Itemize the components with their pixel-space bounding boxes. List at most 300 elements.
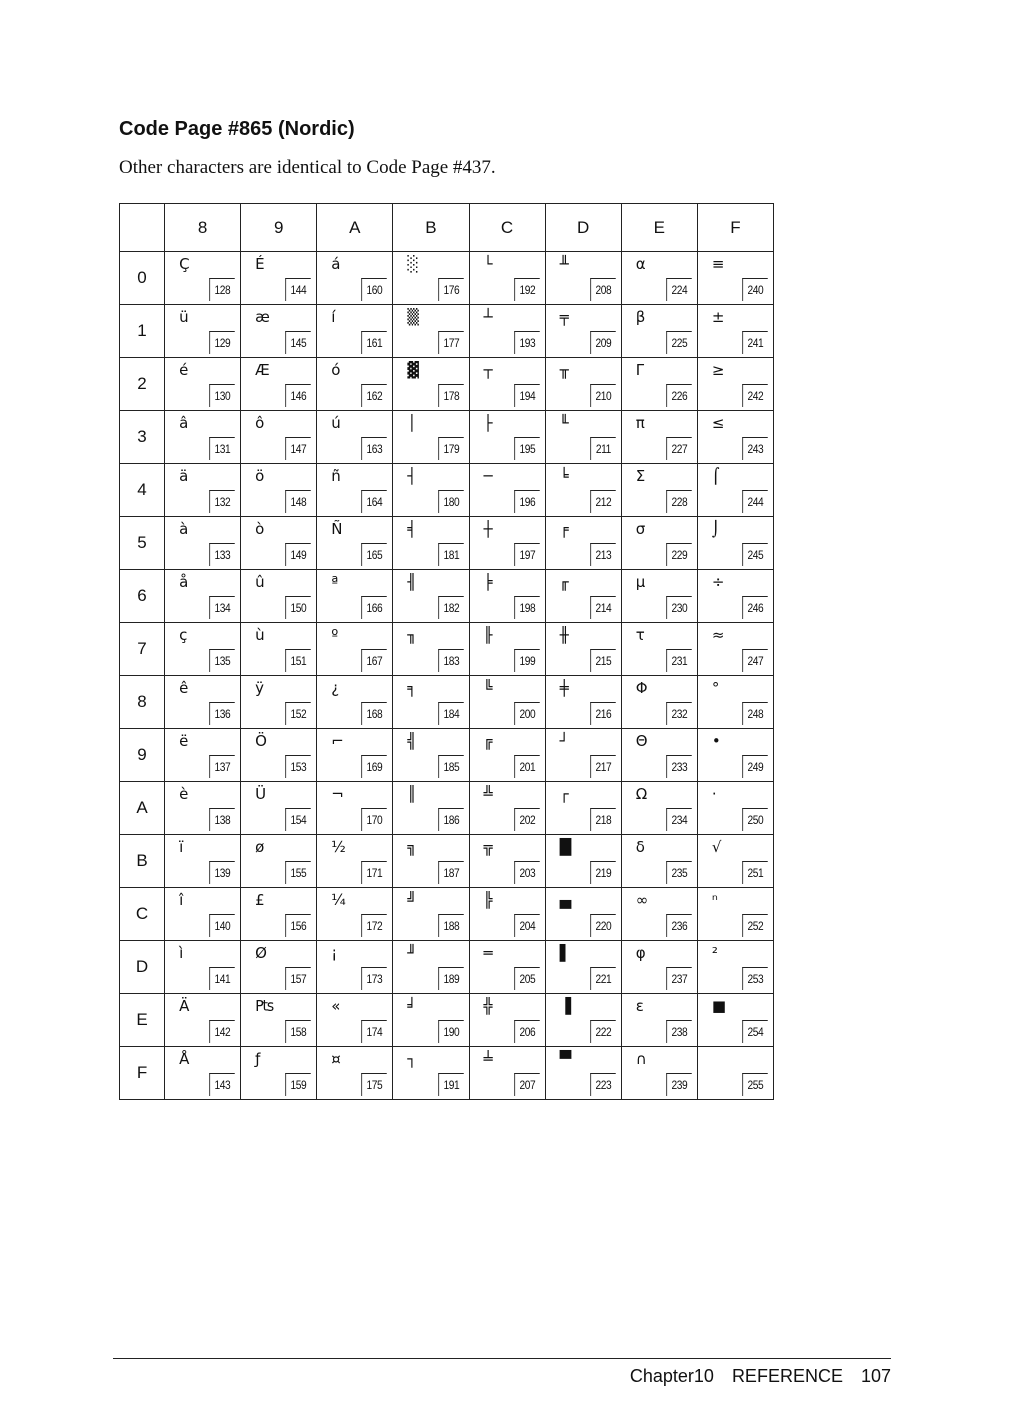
code-table-body — [120, 252, 774, 1100]
table-row — [120, 464, 774, 517]
character-glyph: î — [179, 891, 184, 909]
code-cell — [393, 570, 469, 623]
code-cell — [165, 570, 241, 623]
decimal-code-label: 131 — [209, 437, 235, 460]
decimal-code-label: 176 — [438, 278, 464, 301]
code-cell — [393, 782, 469, 835]
decimal-code-label: 179 — [438, 437, 464, 460]
decimal-code-label: 245 — [742, 543, 768, 566]
decimal-code-label: 255 — [742, 1073, 768, 1096]
code-cell — [697, 835, 773, 888]
decimal-code-label: 185 — [438, 755, 464, 778]
decimal-code-label: 141 — [209, 967, 235, 990]
code-cell — [697, 941, 773, 994]
decimal-code-label: 178 — [438, 384, 464, 407]
code-cell — [621, 358, 697, 411]
column-header: B — [393, 204, 469, 252]
character-glyph: º — [331, 626, 339, 644]
decimal-code-label: 209 — [590, 331, 616, 354]
code-cell — [545, 1047, 621, 1100]
decimal-code-label: 193 — [514, 331, 540, 354]
decimal-code-label: 195 — [514, 437, 540, 460]
decimal-code-label: 226 — [666, 384, 692, 407]
decimal-code-label: 146 — [286, 384, 312, 407]
code-cell — [317, 464, 393, 517]
character-glyph: ü — [179, 308, 189, 326]
decimal-code-label: 147 — [286, 437, 312, 460]
character-glyph: ∞ — [635, 891, 649, 909]
decimal-code-label: 181 — [438, 543, 464, 566]
decimal-code-label: 203 — [514, 861, 540, 884]
code-cell — [545, 252, 621, 305]
code-cell — [241, 623, 317, 676]
code-cell — [621, 1047, 697, 1100]
decimal-code-label: 237 — [666, 967, 692, 990]
character-glyph: · — [711, 785, 717, 803]
decimal-code-label: 136 — [209, 702, 235, 725]
code-cell — [317, 305, 393, 358]
code-cell — [241, 888, 317, 941]
footer-page-number: 107 — [860, 1366, 891, 1386]
character-glyph: Ç — [179, 255, 190, 273]
code-cell — [469, 835, 545, 888]
code-cell — [165, 464, 241, 517]
code-cell — [165, 994, 241, 1047]
code-cell — [241, 517, 317, 570]
code-cell — [469, 464, 545, 517]
footer-rule — [113, 1358, 891, 1359]
character-glyph: ö — [255, 467, 265, 485]
character-glyph: ╥ — [559, 361, 569, 379]
table-row — [120, 676, 774, 729]
code-cell — [697, 994, 773, 1047]
decimal-code-label: 238 — [666, 1020, 692, 1043]
character-glyph: £ — [255, 891, 265, 909]
code-cell — [697, 888, 773, 941]
code-cell — [545, 305, 621, 358]
decimal-code-label: 254 — [742, 1020, 768, 1043]
character-glyph: ╖ — [407, 626, 417, 644]
decimal-code-label: 187 — [438, 861, 464, 884]
character-glyph: ╣ — [407, 732, 417, 750]
decimal-code-label: 214 — [590, 596, 616, 619]
character-glyph: ║ — [407, 785, 417, 803]
decimal-code-label: 253 — [742, 967, 768, 990]
character-glyph: ú — [331, 414, 341, 432]
code-cell — [545, 623, 621, 676]
character-glyph: ∩ — [635, 1050, 647, 1068]
character-glyph: ╠ — [483, 891, 493, 909]
code-cell — [165, 358, 241, 411]
decimal-code-label: 164 — [362, 490, 388, 513]
decimal-code-label: 199 — [514, 649, 540, 672]
decimal-code-label: 212 — [590, 490, 616, 513]
decimal-code-label: 129 — [209, 331, 235, 354]
decimal-code-label: 148 — [286, 490, 312, 513]
character-glyph: é — [179, 361, 189, 379]
code-cell — [697, 623, 773, 676]
row-header: 5 — [120, 517, 165, 570]
decimal-code-label: 247 — [742, 649, 768, 672]
decimal-code-label: 167 — [362, 649, 388, 672]
character-glyph: ╘ — [559, 467, 569, 485]
decimal-code-label: 161 — [362, 331, 388, 354]
character-glyph: Ω — [635, 785, 648, 803]
code-cell — [621, 570, 697, 623]
code-cell — [545, 570, 621, 623]
code-cell — [545, 729, 621, 782]
character-glyph: ÷ — [711, 573, 725, 591]
code-cell — [241, 358, 317, 411]
character-glyph: φ — [635, 944, 646, 962]
character-glyph: ▒ — [407, 308, 419, 326]
decimal-code-label: 241 — [742, 331, 768, 354]
character-glyph: « — [331, 997, 341, 1015]
decimal-code-label: 180 — [438, 490, 464, 513]
code-cell — [621, 517, 697, 570]
footer-section: REFERENCE — [731, 1366, 843, 1386]
character-glyph: └ — [483, 255, 493, 273]
decimal-code-label: 190 — [438, 1020, 464, 1043]
character-glyph: ■ — [711, 997, 727, 1015]
character-glyph: Ö — [255, 732, 267, 750]
character-glyph: â — [179, 414, 189, 432]
decimal-code-label: 143 — [209, 1073, 235, 1096]
code-cell — [697, 1047, 773, 1100]
row-header: 9 — [120, 729, 165, 782]
character-glyph: ╗ — [407, 838, 417, 856]
code-cell — [241, 782, 317, 835]
row-header: B — [120, 835, 165, 888]
column-header: C — [469, 204, 545, 252]
character-glyph: ≡ — [711, 255, 725, 273]
code-cell — [469, 252, 545, 305]
code-cell — [393, 411, 469, 464]
decimal-code-label: 223 — [590, 1073, 616, 1096]
code-cell — [393, 517, 469, 570]
code-cell — [469, 358, 545, 411]
page-heading: Code Page #865 (Nordic) — [119, 118, 355, 140]
decimal-code-label: 219 — [590, 861, 616, 884]
table-row — [120, 517, 774, 570]
decimal-code-label: 138 — [209, 808, 235, 831]
character-glyph: Θ — [635, 732, 648, 750]
character-glyph: ₧ — [255, 997, 275, 1015]
decimal-code-label: 224 — [666, 278, 692, 301]
code-cell — [469, 888, 545, 941]
character-glyph: ╞ — [483, 573, 493, 591]
decimal-code-label: 235 — [666, 861, 692, 884]
decimal-code-label: 155 — [286, 861, 312, 884]
code-cell — [241, 994, 317, 1047]
decimal-code-label: 221 — [590, 967, 616, 990]
decimal-code-label: 153 — [286, 755, 312, 778]
code-cell — [469, 941, 545, 994]
character-glyph: ⌐ — [331, 732, 344, 750]
code-cell — [317, 835, 393, 888]
code-cell — [317, 941, 393, 994]
decimal-code-label: 197 — [514, 543, 540, 566]
code-cell — [545, 411, 621, 464]
character-glyph: É — [255, 255, 265, 273]
decimal-code-label: 162 — [362, 384, 388, 407]
table-row — [120, 623, 774, 676]
code-cell — [393, 1047, 469, 1100]
decimal-code-label: 169 — [362, 755, 388, 778]
code-cell — [241, 729, 317, 782]
character-glyph: ╒ — [559, 520, 569, 538]
character-glyph: ┼ — [483, 520, 493, 538]
code-cell — [393, 358, 469, 411]
character-glyph: ƒ — [255, 1050, 261, 1068]
code-cell — [241, 252, 317, 305]
decimal-code-label: 150 — [286, 596, 312, 619]
character-glyph: ┌ — [559, 785, 569, 803]
character-glyph: Ä — [179, 997, 190, 1015]
code-cell — [393, 305, 469, 358]
character-glyph: ¡ — [331, 944, 338, 962]
character-glyph: ╤ — [559, 308, 569, 326]
character-glyph: ² — [711, 944, 718, 962]
decimal-code-label: 140 — [209, 914, 235, 937]
character-glyph: ╙ — [559, 414, 569, 432]
code-cell — [469, 623, 545, 676]
decimal-code-label: 157 — [286, 967, 312, 990]
code-cell — [241, 464, 317, 517]
decimal-code-label: 145 — [286, 331, 312, 354]
character-glyph: ░ — [407, 255, 419, 273]
decimal-code-label: 216 — [590, 702, 616, 725]
code-cell — [545, 676, 621, 729]
character-glyph: ¤ — [331, 1050, 341, 1068]
column-header: F — [697, 204, 773, 252]
code-cell — [165, 941, 241, 994]
code-cell — [165, 782, 241, 835]
character-glyph: ≈ — [711, 626, 725, 644]
code-cell — [393, 835, 469, 888]
code-cell — [317, 994, 393, 1047]
character-glyph: ├ — [483, 414, 493, 432]
row-header: 4 — [120, 464, 165, 517]
decimal-code-label: 227 — [666, 437, 692, 460]
character-glyph: ª — [331, 573, 339, 591]
character-glyph: δ — [635, 838, 645, 856]
decimal-code-label: 144 — [286, 278, 312, 301]
row-header: 3 — [120, 411, 165, 464]
code-cell — [697, 517, 773, 570]
row-header: C — [120, 888, 165, 941]
decimal-code-label: 159 — [286, 1073, 312, 1096]
code-cell — [545, 994, 621, 1047]
code-cell — [317, 676, 393, 729]
decimal-code-label: 139 — [209, 861, 235, 884]
character-glyph: ╟ — [483, 626, 493, 644]
code-cell — [165, 676, 241, 729]
code-cell — [621, 623, 697, 676]
table-row — [120, 570, 774, 623]
decimal-code-label: 134 — [209, 596, 235, 619]
character-glyph: ┤ — [407, 467, 417, 485]
code-cell — [393, 888, 469, 941]
decimal-code-label: 132 — [209, 490, 235, 513]
character-glyph: ╜ — [407, 944, 417, 962]
code-page-table — [119, 203, 774, 1100]
code-cell — [621, 729, 697, 782]
character-glyph: ó — [331, 361, 341, 379]
decimal-code-label: 234 — [666, 808, 692, 831]
decimal-code-label: 208 — [590, 278, 616, 301]
character-glyph: ▌ — [559, 944, 572, 962]
character-glyph: ¼ — [331, 891, 346, 909]
decimal-code-label: 130 — [209, 384, 235, 407]
character-glyph: ± — [711, 308, 725, 326]
decimal-code-label: 191 — [438, 1073, 464, 1096]
character-glyph: ╚ — [483, 679, 493, 697]
decimal-code-label: 240 — [742, 278, 768, 301]
decimal-code-label: 189 — [438, 967, 464, 990]
character-glyph: ╫ — [559, 626, 569, 644]
decimal-code-label: 173 — [362, 967, 388, 990]
code-cell — [621, 994, 697, 1047]
code-cell — [165, 835, 241, 888]
decimal-code-label: 196 — [514, 490, 540, 513]
code-cell — [165, 252, 241, 305]
code-cell — [317, 411, 393, 464]
code-cell — [317, 729, 393, 782]
character-glyph: ë — [179, 732, 189, 750]
decimal-code-label: 206 — [514, 1020, 540, 1043]
code-cell — [317, 358, 393, 411]
character-glyph: ▓ — [407, 361, 419, 379]
row-header: 7 — [120, 623, 165, 676]
code-cell — [317, 517, 393, 570]
decimal-code-label: 202 — [514, 808, 540, 831]
character-glyph: ┘ — [559, 732, 569, 750]
character-glyph: ╕ — [407, 679, 417, 697]
table-row — [120, 1047, 774, 1100]
decimal-code-label: 205 — [514, 967, 540, 990]
character-glyph: │ — [407, 414, 417, 432]
code-cell — [621, 782, 697, 835]
code-cell — [469, 1047, 545, 1100]
code-cell — [545, 835, 621, 888]
decimal-code-label: 172 — [362, 914, 388, 937]
decimal-code-label: 215 — [590, 649, 616, 672]
decimal-code-label: 231 — [666, 649, 692, 672]
row-header: 6 — [120, 570, 165, 623]
table-corner-cell — [120, 204, 165, 252]
code-cell — [621, 676, 697, 729]
decimal-code-label: 194 — [514, 384, 540, 407]
character-glyph: ╢ — [407, 573, 417, 591]
decimal-code-label: 232 — [666, 702, 692, 725]
character-glyph: Ü — [255, 785, 267, 803]
code-cell — [393, 994, 469, 1047]
code-cell — [697, 782, 773, 835]
character-glyph: Ø — [255, 944, 267, 962]
character-glyph: ╧ — [483, 1050, 493, 1068]
decimal-code-label: 217 — [590, 755, 616, 778]
code-cell — [697, 676, 773, 729]
character-glyph: Æ — [255, 361, 270, 379]
decimal-code-label: 165 — [362, 543, 388, 566]
code-cell — [469, 411, 545, 464]
code-cell — [697, 570, 773, 623]
code-cell — [165, 729, 241, 782]
code-cell — [165, 1047, 241, 1100]
code-cell — [621, 411, 697, 464]
code-cell — [165, 888, 241, 941]
decimal-code-label: 244 — [742, 490, 768, 513]
code-cell — [393, 252, 469, 305]
decimal-code-label: 236 — [666, 914, 692, 937]
character-glyph: Σ — [635, 467, 646, 485]
character-glyph: ┴ — [483, 308, 493, 326]
character-glyph: ╛ — [407, 997, 417, 1015]
decimal-code-label: 152 — [286, 702, 312, 725]
table-row — [120, 729, 774, 782]
decimal-code-label: 133 — [209, 543, 235, 566]
decimal-code-label: 192 — [514, 278, 540, 301]
decimal-code-label: 175 — [362, 1073, 388, 1096]
row-header: 0 — [120, 252, 165, 305]
decimal-code-label: 186 — [438, 808, 464, 831]
row-header: 2 — [120, 358, 165, 411]
character-glyph: ½ — [331, 838, 346, 856]
decimal-code-label: 211 — [590, 437, 616, 460]
decimal-code-label: 135 — [209, 649, 235, 672]
code-cell — [697, 411, 773, 464]
decimal-code-label: 207 — [514, 1073, 540, 1096]
table-row — [120, 411, 774, 464]
code-cell — [621, 835, 697, 888]
character-glyph: ╪ — [559, 679, 569, 697]
character-glyph: ¿ — [331, 679, 340, 697]
column-header: 8 — [165, 204, 241, 252]
character-glyph: Å — [179, 1050, 190, 1068]
character-glyph: ï — [179, 838, 184, 856]
decimal-code-label: 220 — [590, 914, 616, 937]
character-glyph: è — [179, 785, 189, 803]
decimal-code-label: 249 — [742, 755, 768, 778]
code-cell — [317, 252, 393, 305]
table-row — [120, 888, 774, 941]
decimal-code-label: 183 — [438, 649, 464, 672]
decimal-code-label: 246 — [742, 596, 768, 619]
character-glyph: ì — [179, 944, 184, 962]
code-cell — [165, 411, 241, 464]
decimal-code-label: 210 — [590, 384, 616, 407]
table-row — [120, 994, 774, 1047]
character-glyph: π — [635, 414, 645, 432]
decimal-code-label: 229 — [666, 543, 692, 566]
code-cell — [697, 358, 773, 411]
code-cell — [241, 676, 317, 729]
character-glyph: ù — [255, 626, 265, 644]
character-glyph: û — [255, 573, 265, 591]
decimal-code-label: 204 — [514, 914, 540, 937]
character-glyph: ñ — [331, 467, 341, 485]
column-header: 9 — [241, 204, 317, 252]
character-glyph: ╔ — [483, 732, 493, 750]
code-cell — [241, 1047, 317, 1100]
decimal-code-label: 168 — [362, 702, 388, 725]
decimal-code-label: 251 — [742, 861, 768, 884]
character-glyph: ≤ — [711, 414, 725, 432]
code-cell — [317, 782, 393, 835]
decimal-code-label: 198 — [514, 596, 540, 619]
character-glyph: å — [179, 573, 189, 591]
